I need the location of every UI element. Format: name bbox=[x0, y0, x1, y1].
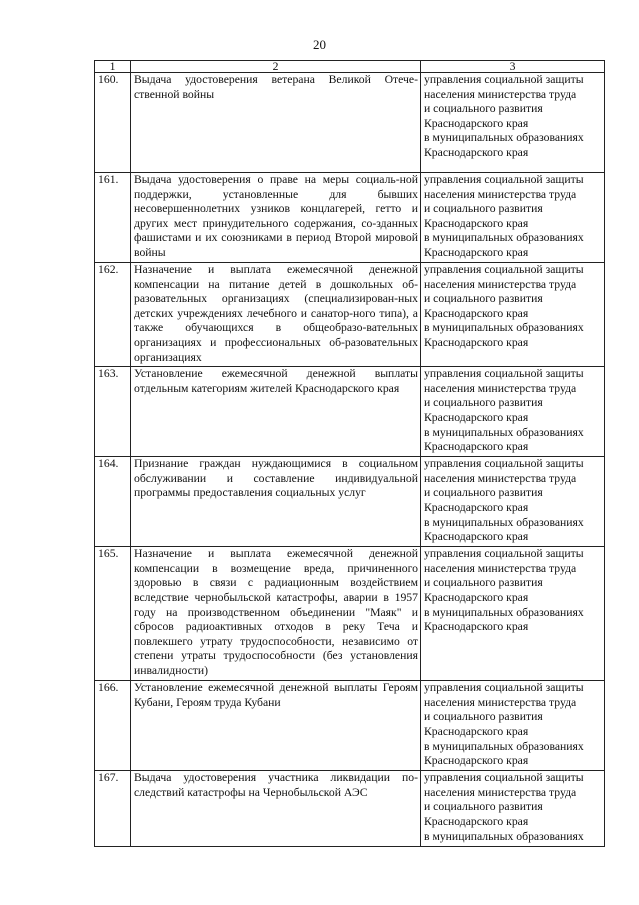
table-row bbox=[95, 547, 605, 681]
table-row bbox=[95, 457, 605, 547]
column-header: 2 bbox=[131, 61, 421, 73]
row-number: 164. bbox=[95, 457, 131, 547]
table-row bbox=[95, 173, 605, 263]
responsible-organization: управления социальной защиты населения министерства труда и социального развития Краснодарского края в муниципальных образованиях Краснодарского края bbox=[421, 367, 605, 457]
service-description: Установление ежемесячной денежной выплаты Героям Кубани, Героям труда Кубани bbox=[131, 681, 421, 771]
table-row bbox=[95, 771, 605, 847]
row-number: 161. bbox=[95, 173, 131, 263]
column-header: 1 bbox=[95, 61, 131, 73]
row-number: 166. bbox=[95, 681, 131, 771]
row-number: 167. bbox=[95, 771, 131, 847]
responsible-organization: управления социальной защиты населения министерства труда и социального развития Краснодарского края в муниципальных образованиях Краснодарского края bbox=[421, 681, 605, 771]
responsible-organization: управления социальной защиты населения министерства труда и социального развития Краснодарского края в муниципальных образованиях Краснодарского края bbox=[421, 457, 605, 547]
row-number: 162. bbox=[95, 263, 131, 367]
services-table bbox=[94, 60, 605, 847]
table-row bbox=[95, 367, 605, 457]
responsible-organization: управления социальной защиты населения министерства труда и социального развития Краснодарского края в муниципальных образованиях Краснодарского края bbox=[421, 547, 605, 681]
responsible-organization: управления социальной защиты населения министерства труда и социального развития Краснодарского края в муниципальных образованиях Краснодарского края bbox=[421, 263, 605, 367]
service-description: Выдача удостоверения о праве на меры социаль-ной поддержки, установленные для бывших несовершеннолетних узников концлагерей, гетто и других мест принудительного содержания, со-зданных фашистами и их союзниками в период Второй мировой войны bbox=[131, 173, 421, 263]
column-header: 3 bbox=[421, 61, 605, 73]
service-description: Назначение и выплата ежемесячной денежной компенсации в возмещение вреда, причиненного здоровью в связи с радиационным воздействием вследствие чернобыльской катастрофы, аварии в 1957 году на производственном объединении "Маяк" и сбросов радиоактивных отходов в реку Теча и повлекшего утрату трудоспособности, независимо от степени утраты трудоспособности (без установления инвалидности) bbox=[131, 547, 421, 681]
service-description: Выдача удостоверения ветерана Великой Отече-ственной войны bbox=[131, 73, 421, 173]
table-header-row bbox=[95, 61, 605, 73]
table-row bbox=[95, 263, 605, 367]
responsible-organization: управления социальной защиты населения министерства труда и социального развития Краснодарского края в муниципальных образованиях bbox=[421, 771, 605, 847]
table-row bbox=[95, 681, 605, 771]
page-number: 20 bbox=[313, 37, 326, 52]
responsible-organization: управления социальной защиты населения министерства труда и социального развития Краснодарского края в муниципальных образованиях Краснодарского края bbox=[421, 73, 605, 173]
row-number: 163. bbox=[95, 367, 131, 457]
row-number: 165. bbox=[95, 547, 131, 681]
row-number: 160. bbox=[95, 73, 131, 173]
responsible-organization: управления социальной защиты населения министерства труда и социального развития Краснодарского края в муниципальных образованиях Краснодарского края bbox=[421, 173, 605, 263]
service-description: Признание граждан нуждающимися в социальном обслуживании и составление индивидуальной программы предоставления социальных услуг bbox=[131, 457, 421, 547]
service-description: Выдача удостоверения участника ликвидации по-следствий катастрофы на Чернобыльской АЭС bbox=[131, 771, 421, 847]
service-description: Установление ежемесячной денежной выплаты отдельным категориям жителей Краснодарского края bbox=[131, 367, 421, 457]
service-description: Назначение и выплата ежемесячной денежной компенсации на питание детей в дошкольных об-разовательных организациях (специализирован-ных детских учреждениях лечебного и санатор-ного типа), а также обучающихся в общеобразо-вательных организациях и профессиональных об-разовательных организациях bbox=[131, 263, 421, 367]
table-row bbox=[95, 73, 605, 173]
